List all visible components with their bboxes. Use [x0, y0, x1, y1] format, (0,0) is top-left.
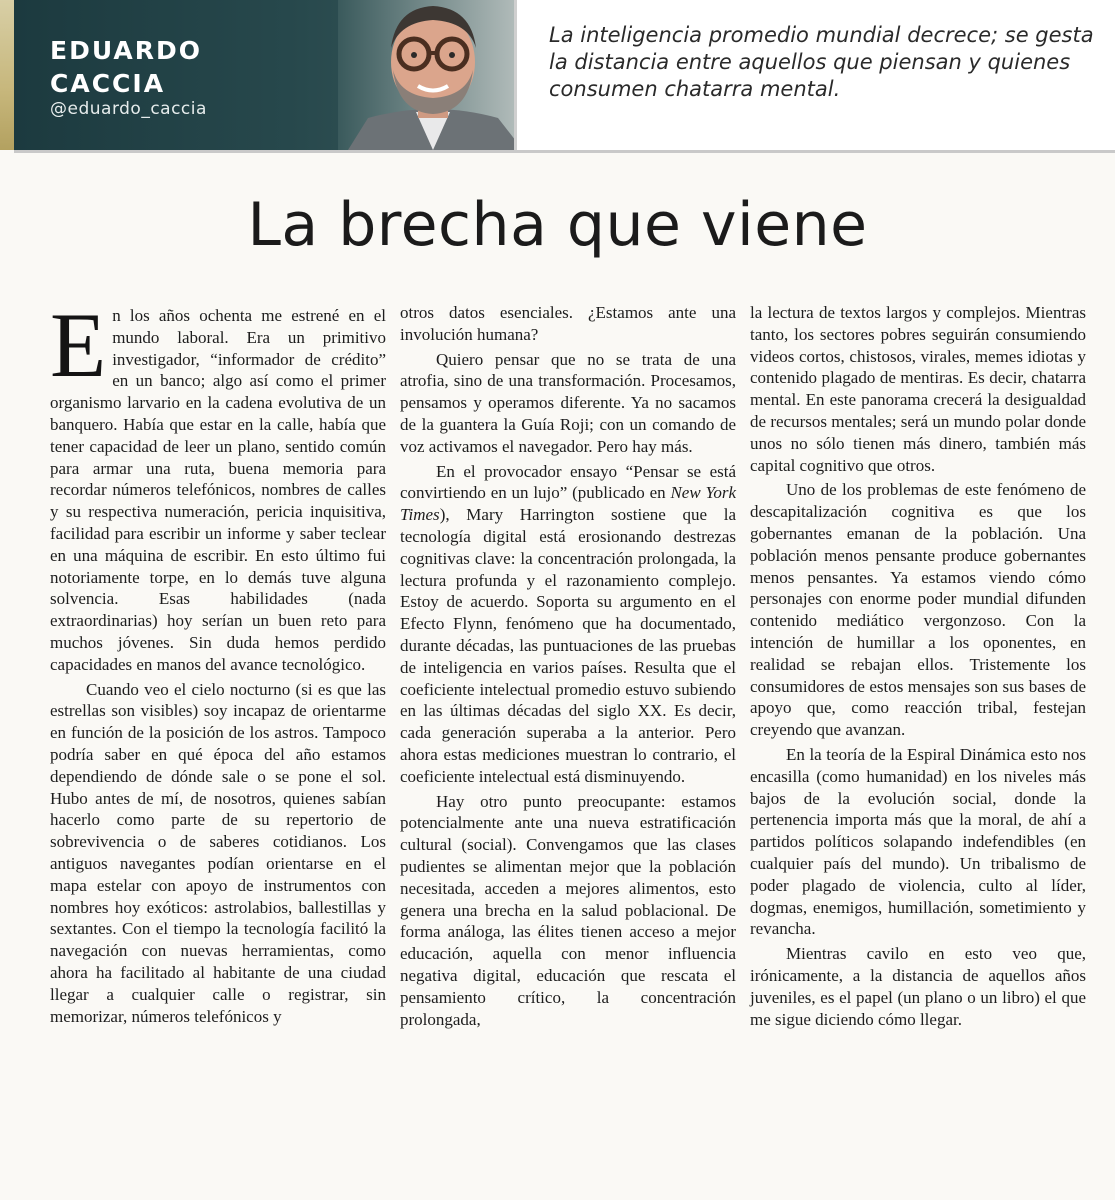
article-title: La brecha que viene: [247, 190, 868, 260]
author-portrait: [338, 0, 514, 150]
article-paragraph: Cuando veo el cielo nocturno (si es que las estrellas son visibles) soy incapaz de orientarme en función de la posición de los astros. Tampoco podría saber en qué época del año estamos dependiendo de dónde sale o se pone el sol. Hubo antes de mí, de nosotros, quienes sabían hacerlo como parte de su repertorio de sobrevivencia o de saberes cotidianos. Los antiguos navegantes podían orientarse en el mapa estelar con apoyo de instrumentos con nombres hoy exóticos: astrolabios, ballestillas y sextantes. Con el tiempo la tecnología facilitó la navegación con nuevas herramientas, como ahora ha facilitado al habitante de una ciudad llegar a cualquier calle o registrar, sin memorizar, números telefónicos y: [50, 679, 386, 1026]
author-first-name: EDUARDO: [50, 36, 202, 65]
accent-strip: [0, 0, 14, 150]
article-paragraph: Mientras cavilo en esto veo que, irónicamente, a la distancia de aquellos años juveniles, es el papel (un plano o un libro) el que me sigue diciendo cómo llegar.: [750, 944, 1086, 1029]
paragraph-text: En el provocador ensayo “Pensar se está convirtiendo en un lujo” (publicado en: [400, 461, 736, 503]
article-paragraph: [50, 294, 386, 676]
pull-quote-box: [514, 0, 1115, 150]
drop-cap: E: [50, 294, 107, 396]
article-paragraph: En la teoría de la Espiral Dinámica esto nos encasilla (como humanidad) en los niveles más bajos de la evolución social, donde la pertenencia importa más que la moral, de ahí a partidos políticos solapando indefendibles (en cualquier país del mundo). Un tribalismo de poder plagado de violencia, culto al líder, dogmas, enemigos, humillación, sometimiento y revancha.: [750, 744, 1086, 939]
author-name: [50, 34, 202, 100]
paragraph-text: ), Mary Harrington sostiene que la tecnología digital está erosionando destrezas cognitivas clave: la concentración prolongada, la lectura profunda y el razonamiento complejo. Estoy de acuerdo. Soporta su argumento en el Efecto Flynn, fenómeno que ha documentado, durante décadas, las puntuaciones de las pruebas de inteligencia en varios países. Resulta que el coeficiente intelectual promedio estuvo subiendo en las últimas décadas del siglo XX. Es decir, cada generación superaba a la anterior. Pero ahora estas mediciones muestran lo contrario, el coeficiente intelectual está disminuyendo.: [400, 505, 736, 786]
article-paragraph: la lectura de textos largos y complejos. Mientras tanto, los sectores pobres seguirán consumiendo videos cortos, chistosos, virales, memes idiotas y contenido plagado de mentiras. Es decir, chatarra mental. En este panorama crecerá la desigualdad de recursos mentales; será un mundo polar donde unos no sólo tienen más dinero, también más capital cognitivo que otros.: [750, 303, 1086, 475]
article-paragraph: Quiero pensar que no se trata de una atrofia, sino de una transformación. Procesamos, pensamos y operamos diferente. Ya no sacamos de la guantera la Guía Roji; con un comando de voz activamos el navegador. Pero hay más.: [400, 349, 736, 456]
article-paragraph: [400, 461, 736, 788]
publication-name: New York Times: [400, 483, 737, 525]
article-column-1: [50, 294, 386, 1030]
article-body: [50, 294, 1090, 1185]
paragraph-text: n los años ochenta me estrené en el mundo laboral. Era un primitivo investigador, “informador de crédito” en un banco; algo así como el primer organismo larvario en la cadena evolutiva de un banquero. Había que estar en la calle, había que tener capacidad de leer un plano, sentido común para armar una ruta, buena memoria para recordar números telefónicos, nombres de calles y su respectiva numeración, pericia inquisitiva, facilidad para escribir un informe y saber teclear en una máquina de escribir. En esto último fui notoriamente torpe, en lo demás tuve alguna solvencia. Esas habilidades (nada extraordinarias) hoy serían un buen reto para muchos jóvenes. Sin duda hemos perdido capacidades en manos del avance tecnológico.: [50, 306, 386, 674]
article-column-2: [400, 302, 736, 1033]
column-header: [0, 0, 1115, 150]
article-paragraph: Hay otro punto preocupante: estamos potencialmente ante una nueva estratificación cultural (social). Convengamos que las clases pudientes se alimentan mejor que la población necesitada, acceden a mejores alimentos, esto genera una brecha en la salud poblacional. De forma análoga, las élites tienen acceso a mejor educación, aquella con menor influencia negativa digital, educación que rescata el pensamiento crítico, la concentración prolongada,: [400, 791, 736, 1029]
article-paragraph: otros datos esenciales. ¿Estamos ante una involución humana?: [400, 303, 736, 344]
pull-quote: La inteligencia promedio mundial decrece; se gesta la distancia entre aquellos que piensan y quienes consumen chatarra mental.: [549, 23, 1094, 101]
article-paragraph: Uno de los problemas de este fenómeno de descapitalización cognitiva es que los gobernantes emanan de la población. Una población menos pensante produce gobernantes menos pensantes. Ya estamos viendo cómo personajes con enorme poder mundial difunden contenido mediático vergonzoso. Con la intención de humillar a los oponentes, en realidad se rebajan ellos. Tristemente los consumidores de estos mensajes son sus bases de apoyo que, como reacción tribal, festejan creyendo que avanzan.: [750, 480, 1086, 740]
author-box: [14, 0, 514, 150]
article-column-3: [750, 302, 1086, 1033]
author-last-name: CACCIA: [50, 69, 166, 98]
author-handle: @eduardo_caccia: [50, 99, 207, 119]
header-divider: [14, 150, 1115, 153]
